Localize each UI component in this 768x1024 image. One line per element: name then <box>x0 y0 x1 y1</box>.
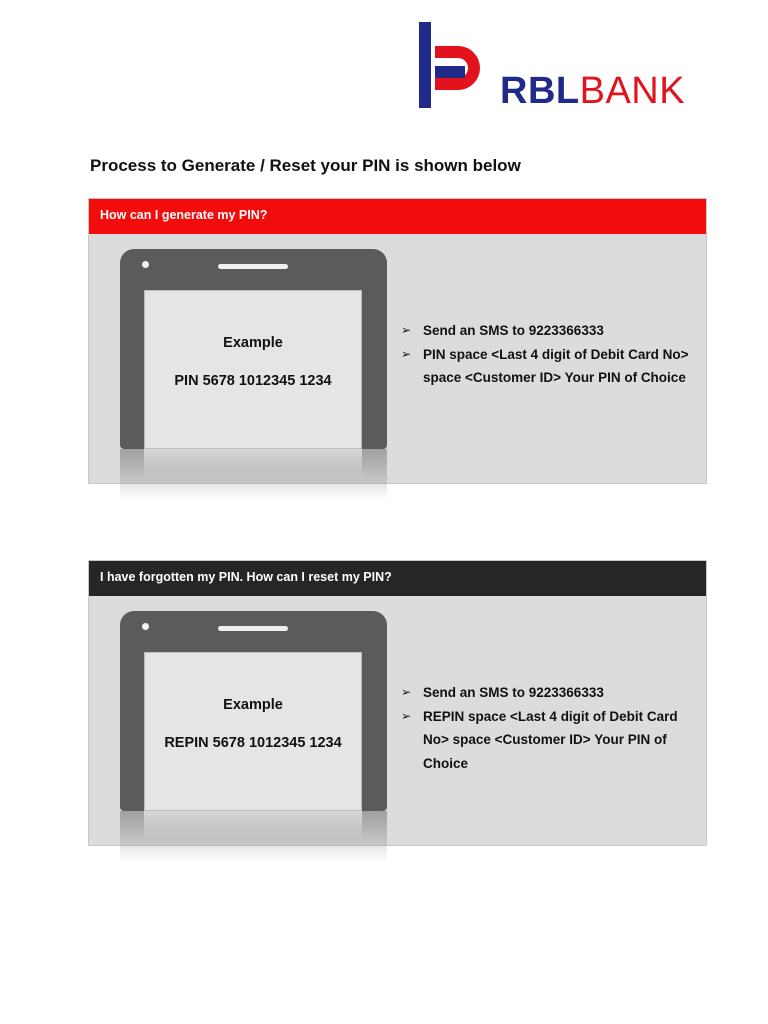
step-item <box>399 705 699 776</box>
step-text: Send an SMS to 9223366333 <box>423 685 604 700</box>
phone-illustration <box>120 611 387 811</box>
steps-list <box>399 681 699 775</box>
example-sms-code: REPIN 5678 1012345 1234 <box>164 735 342 751</box>
logo-wordmark <box>500 72 685 110</box>
card-header: How can I generate my PIN? <box>89 199 706 234</box>
rbl-bank-logo <box>416 20 708 112</box>
arrow-bullet-icon: ➢ <box>401 323 412 337</box>
example-title: Example <box>223 697 283 713</box>
page-heading: Process to Generate / Reset your PIN is shown below <box>90 156 521 175</box>
logo-text-rbl: RBL <box>500 70 580 112</box>
arrow-bullet-icon: ➢ <box>401 685 412 699</box>
arrow-bullet-icon: ➢ <box>401 708 412 723</box>
card-header: I have forgotten my PIN. How can I reset my PIN? <box>89 561 706 596</box>
step-text: REPIN space <Last 4 digit of Debit Card No> space <Customer ID> Your PIN of Choice <box>423 708 678 771</box>
example-title: Example <box>223 335 283 351</box>
phone-camera-icon <box>142 261 149 268</box>
phone-reflection <box>120 449 387 509</box>
example-sms-code: PIN 5678 1012345 1234 <box>174 373 332 389</box>
generate-pin-card <box>88 198 707 484</box>
phone-screen <box>144 652 362 811</box>
step-text: Send an SMS to 9223366333 <box>423 323 604 338</box>
step-text: PIN space <Last 4 digit of Debit Card No> space <Customer ID> Your PIN of Choice <box>423 346 689 385</box>
step-item <box>399 343 699 390</box>
arrow-bullet-icon: ➢ <box>401 346 412 361</box>
phone-reflection <box>120 811 387 871</box>
phone-speaker-icon <box>218 626 288 631</box>
step-item <box>399 681 699 705</box>
phone-illustration <box>120 249 387 449</box>
step-item <box>399 319 699 343</box>
rbl-logo-mark-icon <box>416 20 496 112</box>
phone-speaker-icon <box>218 264 288 269</box>
reset-pin-card <box>88 560 707 846</box>
phone-camera-icon <box>142 623 149 630</box>
phone-screen <box>144 290 362 449</box>
steps-list <box>399 319 699 390</box>
logo-text-bank: BANK <box>579 70 686 112</box>
